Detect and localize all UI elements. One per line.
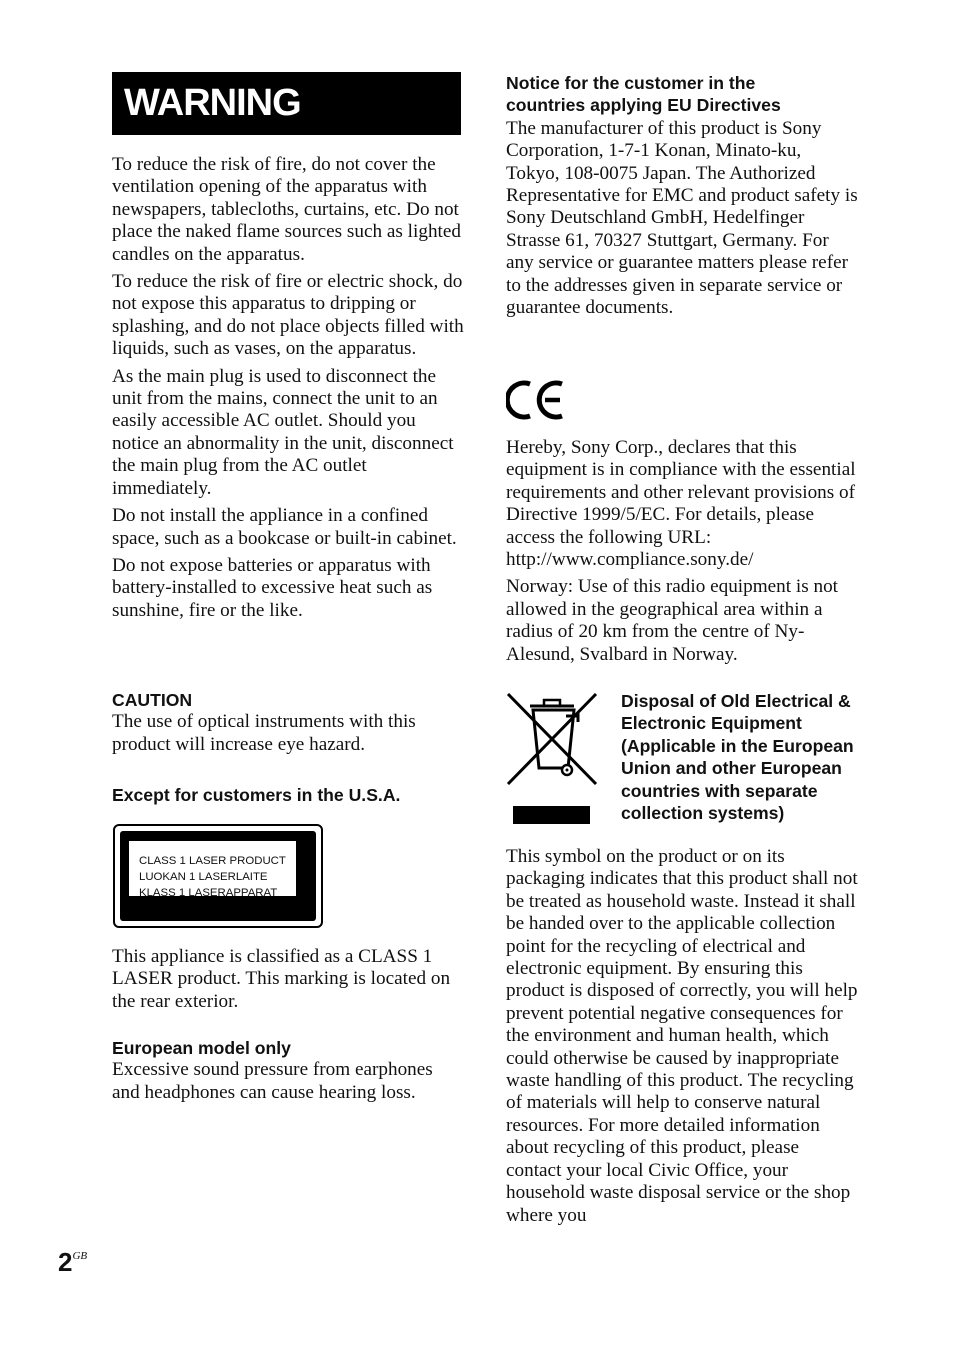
laser-warning-label [113,824,323,928]
page-number [58,1247,87,1278]
eu-notice-heading [506,72,858,117]
european-model-heading: European model only [112,1038,291,1058]
warning-paragraphs [112,154,464,622]
page-number-value: 2 [58,1247,73,1277]
eu-notice-text: The manufacturer of this product is Sony Corporation, 1-7-1 Konan, Minato-ku, Tokyo, 108-0075 Japan. The Authorized Representative for EMC and product safety is Sony Deutschland GmbH, Hedelfinger Strasse 61, 70327 Stuttgart, Germany. For any service or guarantee matters please refer to the addresses given in separate service or guarantee documents. [506,117,858,319]
eu-notice-heading-line: countries applying EU Directives [506,95,781,116]
caution-heading: CAUTION [112,690,193,710]
disposal-section [506,846,858,1227]
ce-mark-icon [506,378,568,422]
laser-label-line: LUOKAN 1 LASERLAITE [139,871,268,883]
norway-text: Norway: Use of this radio equipment is not allowed in the geographical area within a radius of 20 km from the centre of Ny-Alesund, Svalbard in Norway. [506,576,838,665]
except-usa-heading-wrap [112,784,462,806]
caution-section [112,689,462,756]
page-number-suffix: GB [72,1250,88,1262]
laser-class-text: This appliance is classified as a CLASS 1 LASER product. This marking is located on the rear exterior. [112,946,451,1012]
eu-notice-section [506,72,858,319]
warning-title: WARNING [112,72,461,135]
warning-paragraph: Do not expose batteries or apparatus with battery-installed to excessive heat such as sunshine, fire or the like. [112,554,433,621]
eu-notice-heading-line: Notice for the customer in the [506,73,756,93]
warning-paragraph: To reduce the risk of fire or electric shock, do not expose this apparatus to dripping or splashing, and do not place objects filled with liquids, such as vases, on the apparatus. [112,271,464,360]
laser-label-line: CLASS 1 LASER PRODUCT [139,855,286,867]
disposal-heading: Disposal of Old Electrical & Electronic Equipment (Applicable in the European Union and other European countries with separate collection systems) [621,691,854,824]
european-model-section [112,1037,462,1104]
laser-label-text [129,841,296,899]
laser-label-line: KLASS 1 LASERAPPARAT [139,887,278,899]
european-model-text: Excessive sound pressure from earphones and headphones can cause hearing loss. [112,1059,433,1103]
warning-paragraph: To reduce the risk of fire, do not cover the ventilation opening of the apparatus with newspapers, tablecloths, curtains, etc. Do not place the naked flame sources such as lighted candles on the apparatus. [112,154,461,265]
warning-paragraph: As the main plug is used to disconnect the unit from the mains, connect the unit to an easily accessible AC outlet. Should you notice an abnormality in the unit, disconnect the main plug from the AC outlet immediately. [112,365,454,499]
declaration-section [506,437,858,666]
crossed-out-wheelie-bin-icon [506,690,598,828]
disposal-heading-wrap [621,690,857,824]
except-usa-heading: Except for customers in the U.S.A. [112,785,401,805]
caution-text: The use of optical instruments with this product will increase eye hazard. [112,711,416,755]
declaration-text: Hereby, Sony Corp., declares that this equipment is in compliance with the essential requirements and other relevant provisions of Directive 1999/5/EC. For details, please access the following URL: http://www.compliance.sony.de/ [506,437,856,571]
laser-class-section [112,946,452,1013]
warning-paragraph: Do not install the appliance in a confined space, such as a bookcase or built-in cabinet. [112,505,457,549]
disposal-text: This symbol on the product or on its packaging indicates that this product shall not be treated as household waste. Instead it shall be handed over to the applicable collection point for the recycling of electrical and electronic equipment. By ensuring this product is disposed of correctly, you will help prevent potential negative consequences for the environment and human health, which could otherwise be caused by inappropriate waste handling of this product. The recycling of materials will help to conserve natural resources. For more detailed information about recycling of this product, please contact your local Civic Office, your household waste disposal service or the shop where you [506,846,858,1226]
